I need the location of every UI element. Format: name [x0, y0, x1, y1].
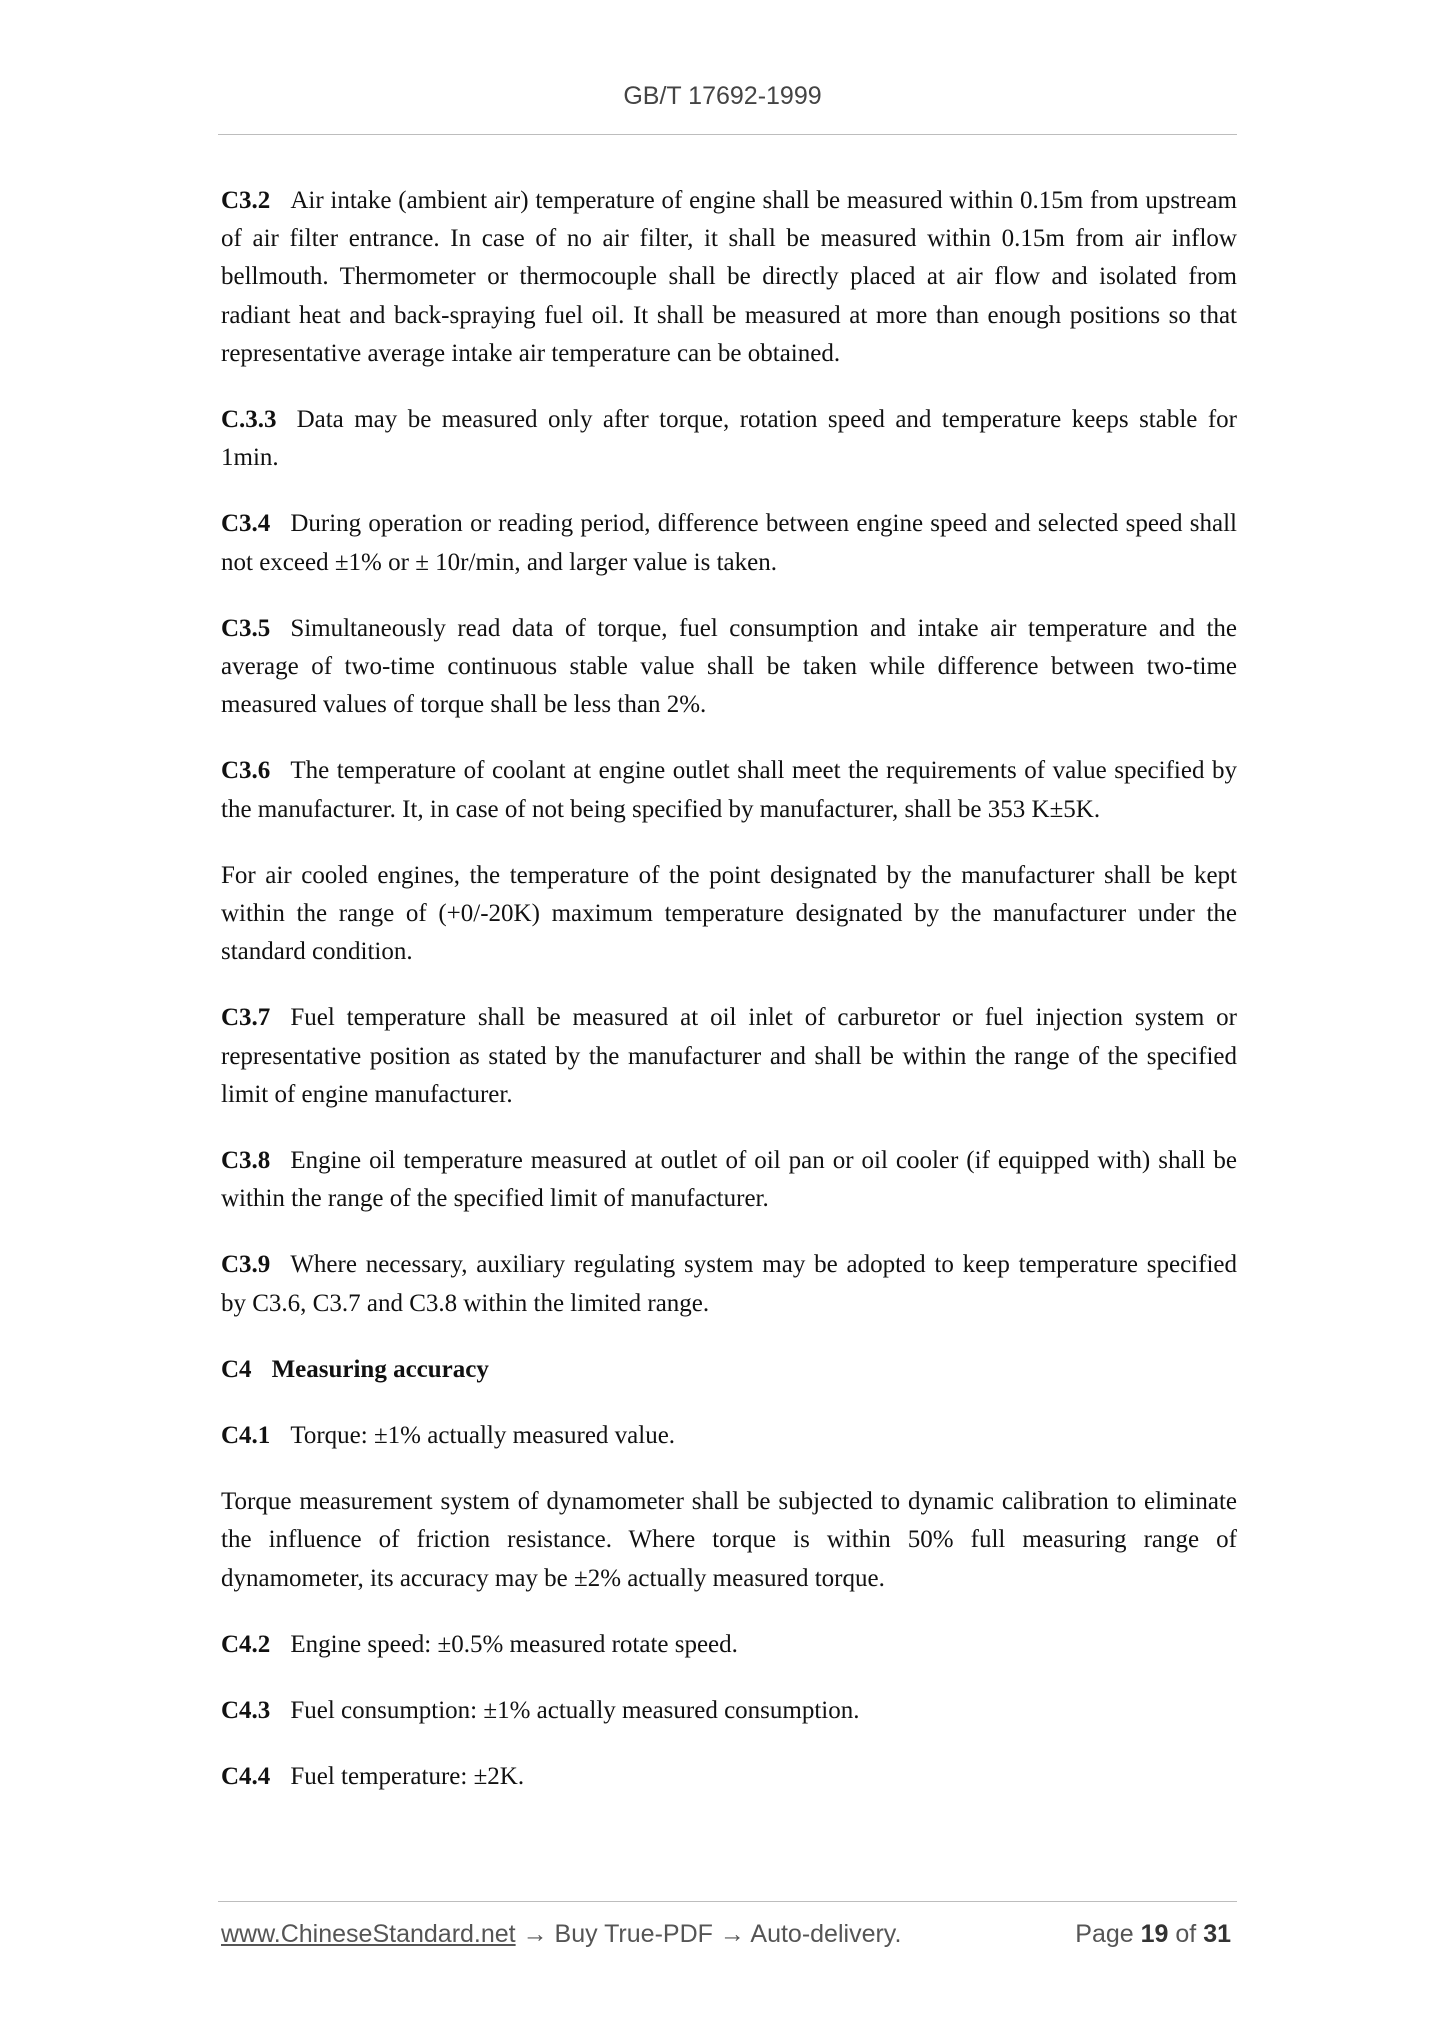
document-body: [221, 182, 1237, 1825]
clause-number: C3.2: [221, 187, 271, 214]
page-indicator: [1075, 1920, 1231, 1949]
clause-number: C4.1: [221, 1422, 271, 1450]
paragraph-torque-measurement: [221, 1483, 1237, 1598]
footer-tagline: → Buy True-PDF → Auto-delivery.: [515, 1920, 902, 1948]
clause-number: C3.6: [221, 757, 271, 785]
section-title: Measuring accuracy: [271, 1355, 489, 1383]
clause-text: Torque: ±1% actually measured value.: [290, 1422, 676, 1450]
clause-number: C4.2: [221, 1630, 271, 1658]
clause-c3-3: [221, 401, 1237, 477]
clause-text: Fuel consumption: ±1% actually measured consumption.: [290, 1697, 860, 1725]
clause-c3-6: [221, 752, 1237, 828]
clause-c3-9: [221, 1246, 1237, 1322]
page-total: 31: [1203, 1920, 1231, 1948]
paragraph-text: Torque measurement system of dynamometer shall be subjected to dynamic calibration to eliminate the influence of friction resistance. Where torque is within 50% full measuring range of dynamometer, its accuracy may be ±2% actually measured torque.: [221, 1488, 1237, 1592]
clause-number: C3.4: [221, 510, 271, 538]
clause-c4-3: [221, 1692, 1237, 1730]
page-label: Page: [1075, 1920, 1134, 1948]
section-number: C4: [221, 1355, 252, 1383]
clause-text: Data may be measured only after torque, rotation speed and temperature keeps stable for 1min.: [221, 406, 1237, 472]
clause-number: C3.9: [221, 1251, 271, 1279]
clause-c3-8: [221, 1142, 1237, 1218]
clause-text: Fuel temperature: ±2K.: [290, 1763, 525, 1791]
clause-number: C3.7: [221, 1004, 271, 1032]
clause-c4-4: [221, 1758, 1237, 1796]
clause-text: The temperature of coolant at engine outlet shall meet the requirements of value specified by the manufacturer. It, in case of not being specified by manufacturer, shall be 353 K±5K.: [221, 757, 1237, 823]
clause-number: C4.4: [221, 1763, 271, 1791]
site-link[interactable]: www.ChineseStandard.net: [221, 1920, 516, 1948]
page-footer: [221, 1920, 1231, 1949]
header-divider: [218, 134, 1237, 135]
clause-text: Fuel temperature shall be measured at oil inlet of carburetor or fuel injection system or representative position as stated by the manufacturer and shall be within the range of the specified limit of engine manufacturer.: [221, 1004, 1237, 1108]
clause-text: Simultaneously read data of torque, fuel consumption and intake air temperature and the average of two-time continuous stable value shall be taken while difference between two-time measured values of torque shall be less than 2%.: [221, 614, 1237, 719]
clause-text: Air intake (ambient air) temperature of engine shall be measured within 0.15m from upstream of air filter entrance. In case of no air filter, it shall be measured within 0.15m from air inflow bellmouth. Thermometer or thermocouple shall be directly placed at air flow and isolated from radiant heat and back-spraying fuel oil. It shall be measured at more than enough positions so that representative average intake air temperature can be obtained.: [221, 187, 1237, 367]
clause-number: C3.5: [221, 614, 271, 642]
clause-text: Engine oil temperature measured at outlet of oil pan or oil cooler (if equipped with) shall be within the range of the specified limit of manufacturer.: [221, 1147, 1237, 1213]
clause-number: C4.3: [221, 1697, 271, 1725]
page-number: 19: [1140, 1920, 1169, 1948]
clause-c3-7: [221, 999, 1237, 1114]
clause-c3-4: [221, 505, 1237, 581]
clause-text: Engine speed: ±0.5% measured rotate speed.: [290, 1630, 738, 1658]
footer-divider: [218, 1901, 1237, 1902]
clause-number: C.3.3: [221, 406, 277, 434]
paragraph-text: For air cooled engines, the temperature of the point designated by the manufacturer shall be kept within the range of (+0/-20K) maximum temperature designated by the manufacturer under the standard condition.: [221, 861, 1237, 966]
document-header: GB/T 17692-1999: [623, 82, 822, 110]
clause-c3-2: [221, 182, 1237, 373]
clause-c4-2: [221, 1626, 1237, 1664]
clause-number: C3.8: [221, 1147, 271, 1175]
paragraph-air-cooled: [221, 857, 1237, 972]
clause-text: Where necessary, auxiliary regulating system may be adopted to keep temperature specified by C3.6, C3.7 and C3.8 within the limited range.: [221, 1251, 1237, 1317]
of-label: of: [1175, 1920, 1197, 1948]
clause-c3-5: [221, 610, 1237, 725]
section-heading-c4: [221, 1351, 1237, 1389]
clause-c4-1: [221, 1417, 1237, 1455]
clause-text: During operation or reading period, difference between engine speed and selected speed shall not exceed ±1% or ± 10r/min, and larger value is taken.: [221, 510, 1237, 576]
footer-left: [221, 1920, 901, 1948]
